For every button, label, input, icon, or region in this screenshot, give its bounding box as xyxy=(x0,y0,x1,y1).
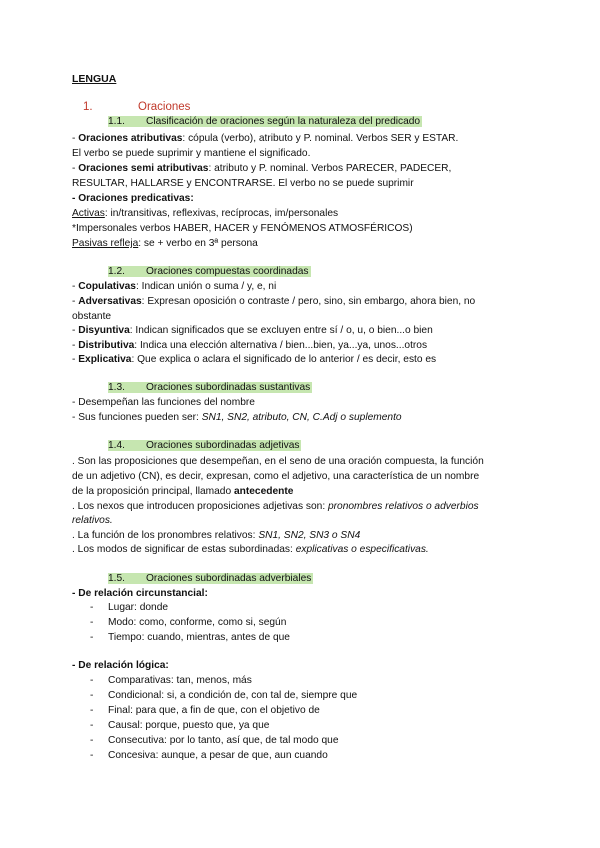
pasivas-line: Pasivas refleja: se + verbo en 3ª persona xyxy=(72,238,258,249)
adversativas-line: - Adversativas: Expresan oposición o contraste / pero, sino, sin embargo, ahora bien, no xyxy=(72,296,476,307)
activas-line: Activas: in/transitivas, reflexivas, recíprocas, im/personales xyxy=(72,208,339,219)
adjetivas-line-2: de un adjetivo (CN), es decir, expresan, como el adjetivo, una característica de un nombre xyxy=(72,471,480,482)
subsection-heading-1-4: 1.4. Oraciones subordinadas adjetivas xyxy=(108,440,300,451)
adversativas-line-2: obstante xyxy=(72,311,112,322)
adjetivas-line-4b: relativos. xyxy=(72,515,113,526)
page-title: LENGUA xyxy=(72,73,117,85)
list-item: - Lugar: donde xyxy=(90,602,169,613)
list-item: - Consecutiva: por lo tanto, así que, de tal modo que xyxy=(90,735,339,746)
copulativas-line: - Copulativas: Indican unión o suma / y, e, ni xyxy=(72,281,277,292)
sustantivas-line-2: - Sus funciones pueden ser: SN1, SN2, atributo, CN, C.Adj o suplemento xyxy=(72,412,402,423)
list-item: - Tiempo: cuando, mientras, antes de que xyxy=(90,632,290,643)
list-item: - Condicional: si, a condición de, con tal de, siempre que xyxy=(90,690,358,701)
list-item: - Concesiva: aunque, a pesar de que, aun cuando xyxy=(90,750,328,761)
explicativa-line: - Explicativa: Que explica o aclara el significado de lo anterior / es decir, esto es xyxy=(72,354,437,365)
list-item: - Final: para que, a fin de que, con el objetivo de xyxy=(90,705,320,716)
list-item: - Causal: porque, puesto que, ya que xyxy=(90,720,270,731)
predicativas-heading: - Oraciones predicativas: xyxy=(72,193,194,204)
subsection-heading-1-5: 1.5. Oraciones subordinadas adverbiales xyxy=(108,573,312,584)
section-heading-1: 1. Oraciones xyxy=(83,101,191,113)
impersonales-line: *Impersonales verbos HABER, HACER y FENÓMENOS ATMOSFÉRICOS) xyxy=(72,223,413,234)
sustantivas-line-1: - Desempeñan las funciones del nombre xyxy=(72,397,255,408)
list-item: - Modo: como, conforme, como si, según xyxy=(90,617,287,628)
semiatributivas-line-2: RESULTAR, HALLARSE y ENCONTRARSE. El verbo no se puede suprimir xyxy=(72,178,414,189)
adjetivas-line-5: . La función de los pronombres relativos: SN1, SN2, SN3 o SN4 xyxy=(72,530,361,541)
adjetivas-line-4: . Los nexos que introducen proposiciones adjetivas son: pronombres relativos o adverbios xyxy=(72,501,479,512)
subsection-heading-1-2: 1.2. Oraciones compuestas coordinadas xyxy=(108,266,309,277)
adjetivas-line-6: . Los modos de significar de estas subordinadas: explicativas o especificativas. xyxy=(72,544,429,555)
atributivas-line: - Oraciones atributivas: cópula (verbo), atributo y P. nominal. Verbos SER y ESTAR. xyxy=(72,133,459,144)
subsection-heading-1-3: 1.3. Oraciones subordinadas sustantivas xyxy=(108,382,311,393)
disyuntiva-line: - Disyuntiva: Indican significados que se excluyen entre sí / o, u, o bien...o bien xyxy=(72,325,433,336)
logica-heading: - De relación lógica: xyxy=(72,660,169,671)
subsection-heading-1-1: 1.1. Clasificación de oraciones según la naturaleza del predicado xyxy=(108,116,421,127)
semiatributivas-line: - Oraciones semi atributivas: atributo y P. nominal. Verbos PARECER, PADECER, xyxy=(72,163,452,174)
adjetivas-line-1: . Son las proposiciones que desempeñan, en el seno de una oración compuesta, la función xyxy=(72,456,484,467)
circunstancial-heading: - De relación circunstancial: xyxy=(72,588,208,599)
distributiva-line: - Distributiva: Indica una elección alternativa / bien...bien, ya...ya, unos...otros xyxy=(72,340,428,351)
list-item: - Comparativas: tan, menos, más xyxy=(90,675,252,686)
adjetivas-line-3: de la proposición principal, llamado antecedente xyxy=(72,486,294,497)
atributivas-line-2: El verbo se puede suprimir y mantiene el significado. xyxy=(72,148,311,159)
